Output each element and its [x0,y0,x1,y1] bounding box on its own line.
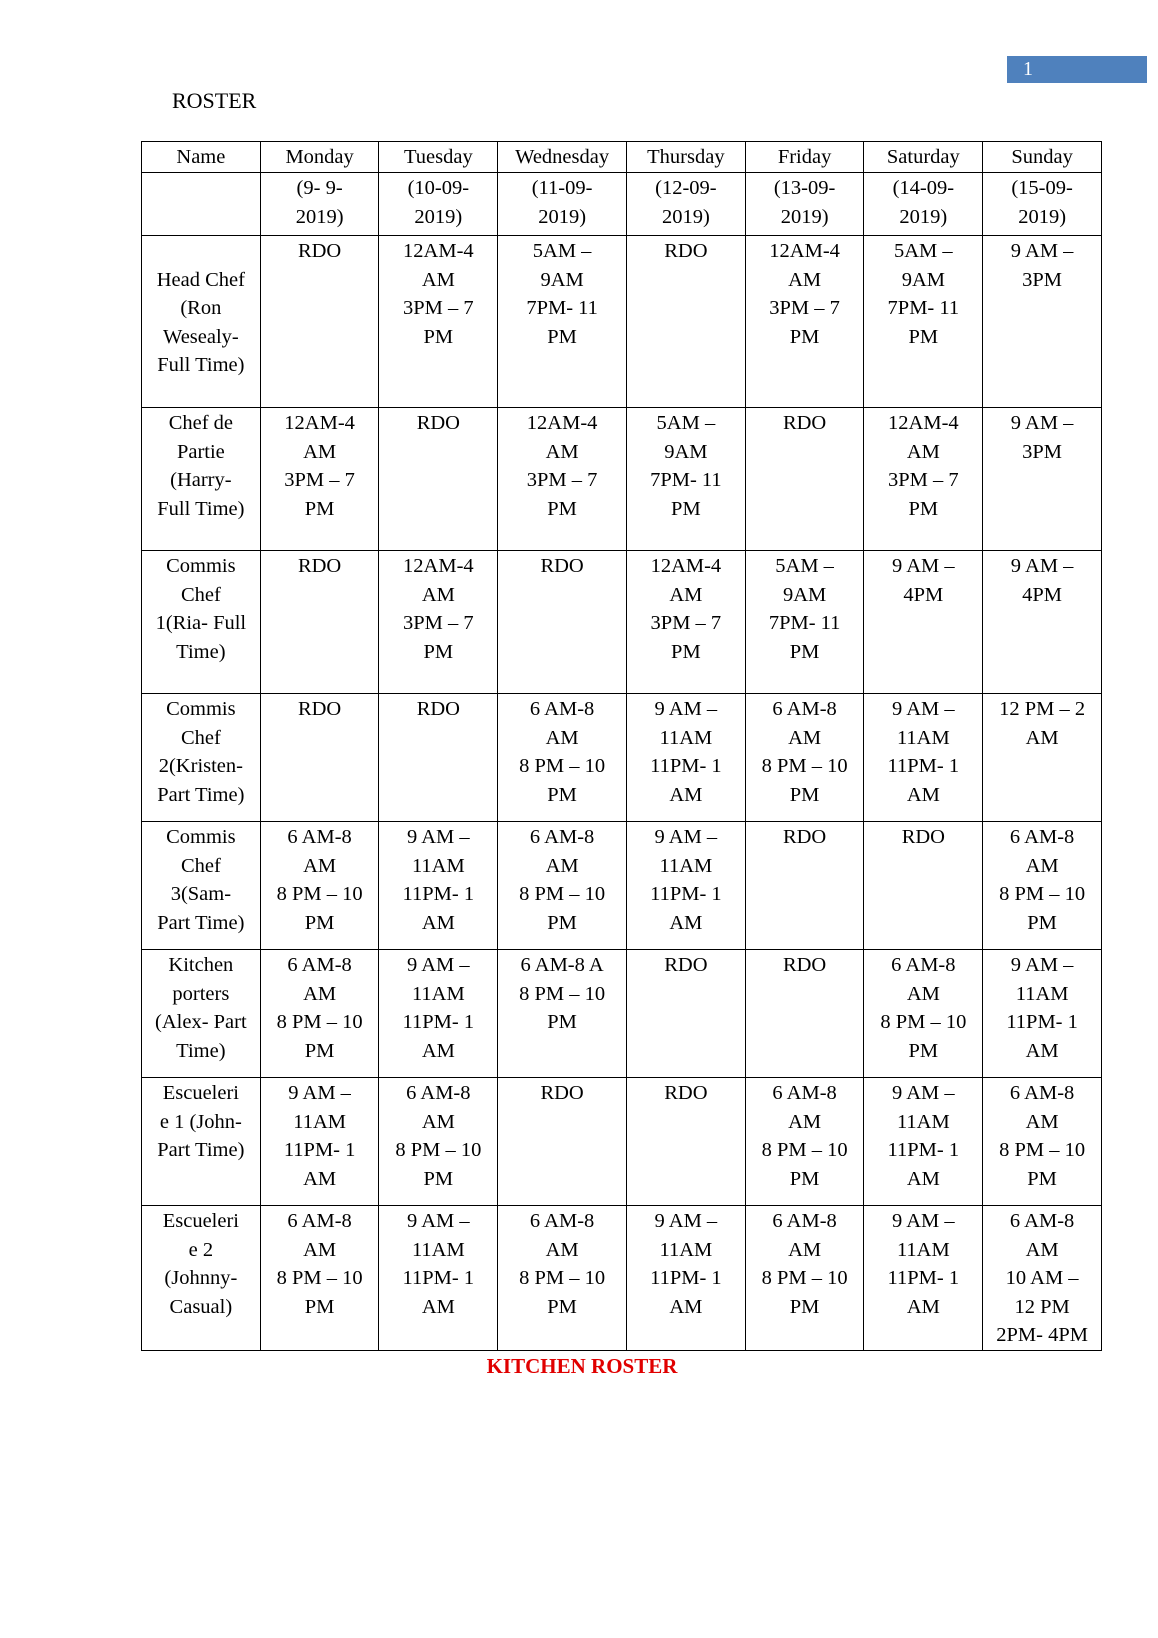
shift-cell: 6 AM-8 AM 8 PM – 10 PM [498,822,627,950]
header-row [142,142,1102,173]
header-monday: Monday [260,142,379,173]
staff-name: Escueleri e 1 (John- Part Time) [142,1078,261,1206]
table-row [142,1078,1102,1206]
shift-cell: 6 AM-8 AM 8 PM – 10 PM [864,950,983,1078]
shift-cell: 12 PM – 2 AM [983,694,1102,822]
shift-cell: 6 AM-8 AM 8 PM – 10 PM [379,1078,498,1206]
shift-cell: 9 AM – 4PM [983,551,1102,694]
shift-cell: 6 AM-8 A 8 PM – 10 PM [498,950,627,1078]
staff-name: Chef de Partie (Harry- Full Time) [142,408,261,551]
date-cell: (10-09- 2019) [379,173,498,236]
shift-cell: 9 AM – 3PM [983,408,1102,551]
shift-cell: 9 AM – 11AM 11PM- 1 AM [627,1206,746,1351]
date-cell: (15-09- 2019) [983,173,1102,236]
table-row [142,551,1102,694]
shift-cell: 9 AM – 11AM 11PM- 1 AM [864,694,983,822]
table-caption: KITCHEN ROSTER [486,1354,678,1378]
shift-cell: 6 AM-8 AM 10 AM – 12 PM 2PM- 4PM [983,1206,1102,1351]
shift-cell: 6 AM-8 AM 8 PM – 10 PM [745,1078,864,1206]
date-cell [142,173,261,236]
shift-cell: 6 AM-8 AM 8 PM – 10 PM [260,822,379,950]
table-row [142,950,1102,1078]
table-row [142,822,1102,950]
shift-cell: 9 AM – 11AM 11PM- 1 AM [627,694,746,822]
shift-cell: 5AM – 9AM 7PM- 11 PM [864,236,983,408]
shift-cell: 6 AM-8 AM 8 PM – 10 PM [260,1206,379,1351]
shift-cell: RDO [627,1078,746,1206]
shift-cell: 5AM – 9AM 7PM- 11 PM [498,236,627,408]
shift-cell: 12AM-4 AM 3PM – 7 PM [745,236,864,408]
staff-name: Head Chef (Ron Wesealy- Full Time) [142,236,261,408]
shift-cell: 9 AM – 11AM 11PM- 1 AM [260,1078,379,1206]
page-number: 1 [1007,56,1147,83]
shift-cell: 6 AM-8 AM 8 PM – 10 PM [498,1206,627,1351]
shift-cell: RDO [627,950,746,1078]
shift-cell: 12AM-4 AM 3PM – 7 PM [864,408,983,551]
date-row [142,173,1102,236]
shift-cell: 6 AM-8 AM 8 PM – 10 PM [745,1206,864,1351]
shift-cell: 12AM-4 AM 3PM – 7 PM [627,551,746,694]
header-tuesday: Tuesday [379,142,498,173]
shift-cell: 9 AM – 11AM 11PM- 1 AM [864,1206,983,1351]
shift-cell: 9 AM – 11AM 11PM- 1 AM [983,950,1102,1078]
shift-cell: RDO [745,408,864,551]
shift-cell: RDO [379,694,498,822]
date-cell: (9- 9- 2019) [260,173,379,236]
shift-cell: 9 AM – 11AM 11PM- 1 AM [379,822,498,950]
staff-name: Commis Chef 3(Sam- Part Time) [142,822,261,950]
shift-cell: 9 AM – 3PM [983,236,1102,408]
shift-cell: RDO [260,551,379,694]
header-wednesday: Wednesday [498,142,627,173]
header-saturday: Saturday [864,142,983,173]
shift-cell: 12AM-4 AM 3PM – 7 PM [379,551,498,694]
staff-name: Escueleri e 2 (Johnny- Casual) [142,1206,261,1351]
roster-table [141,141,1102,1351]
shift-cell: 6 AM-8 AM 8 PM – 10 PM [983,822,1102,950]
staff-name: Commis Chef 1(Ria- Full Time) [142,551,261,694]
shift-cell: 6 AM-8 AM 8 PM – 10 PM [745,694,864,822]
shift-cell: 9 AM – 11AM 11PM- 1 AM [627,822,746,950]
shift-cell: 5AM – 9AM 7PM- 11 PM [627,408,746,551]
shift-cell: RDO [498,1078,627,1206]
date-cell: (12-09- 2019) [627,173,746,236]
table-row [142,236,1102,408]
shift-cell: 9 AM – 11AM 11PM- 1 AM [864,1078,983,1206]
shift-cell: RDO [379,408,498,551]
date-cell: (11-09- 2019) [498,173,627,236]
table-row [142,1206,1102,1351]
header-friday: Friday [745,142,864,173]
staff-name: Kitchen porters (Alex- Part Time) [142,950,261,1078]
shift-cell: RDO [498,551,627,694]
shift-cell: 12AM-4 AM 3PM – 7 PM [498,408,627,551]
header-name: Name [142,142,261,173]
table-row [142,694,1102,822]
date-cell: (13-09- 2019) [745,173,864,236]
shift-cell: 9 AM – 11AM 11PM- 1 AM [379,950,498,1078]
shift-cell: RDO [745,822,864,950]
shift-cell: RDO [864,822,983,950]
shift-cell: 12AM-4 AM 3PM – 7 PM [260,408,379,551]
shift-cell: 6 AM-8 AM 8 PM – 10 PM [498,694,627,822]
shift-cell: RDO [260,236,379,408]
shift-cell: 9 AM – 4PM [864,551,983,694]
shift-cell: 9 AM – 11AM 11PM- 1 AM [379,1206,498,1351]
shift-cell: 6 AM-8 AM 8 PM – 10 PM [260,950,379,1078]
shift-cell: 5AM – 9AM 7PM- 11 PM [745,551,864,694]
shift-cell: RDO [260,694,379,822]
shift-cell: 6 AM-8 AM 8 PM – 10 PM [983,1078,1102,1206]
document-heading: ROSTER [172,88,257,113]
staff-name: Commis Chef 2(Kristen- Part Time) [142,694,261,822]
shift-cell: RDO [745,950,864,1078]
shift-cell: RDO [627,236,746,408]
date-cell: (14-09- 2019) [864,173,983,236]
table-row [142,408,1102,551]
shift-cell: 12AM-4 AM 3PM – 7 PM [379,236,498,408]
header-sunday: Sunday [983,142,1102,173]
header-thursday: Thursday [627,142,746,173]
